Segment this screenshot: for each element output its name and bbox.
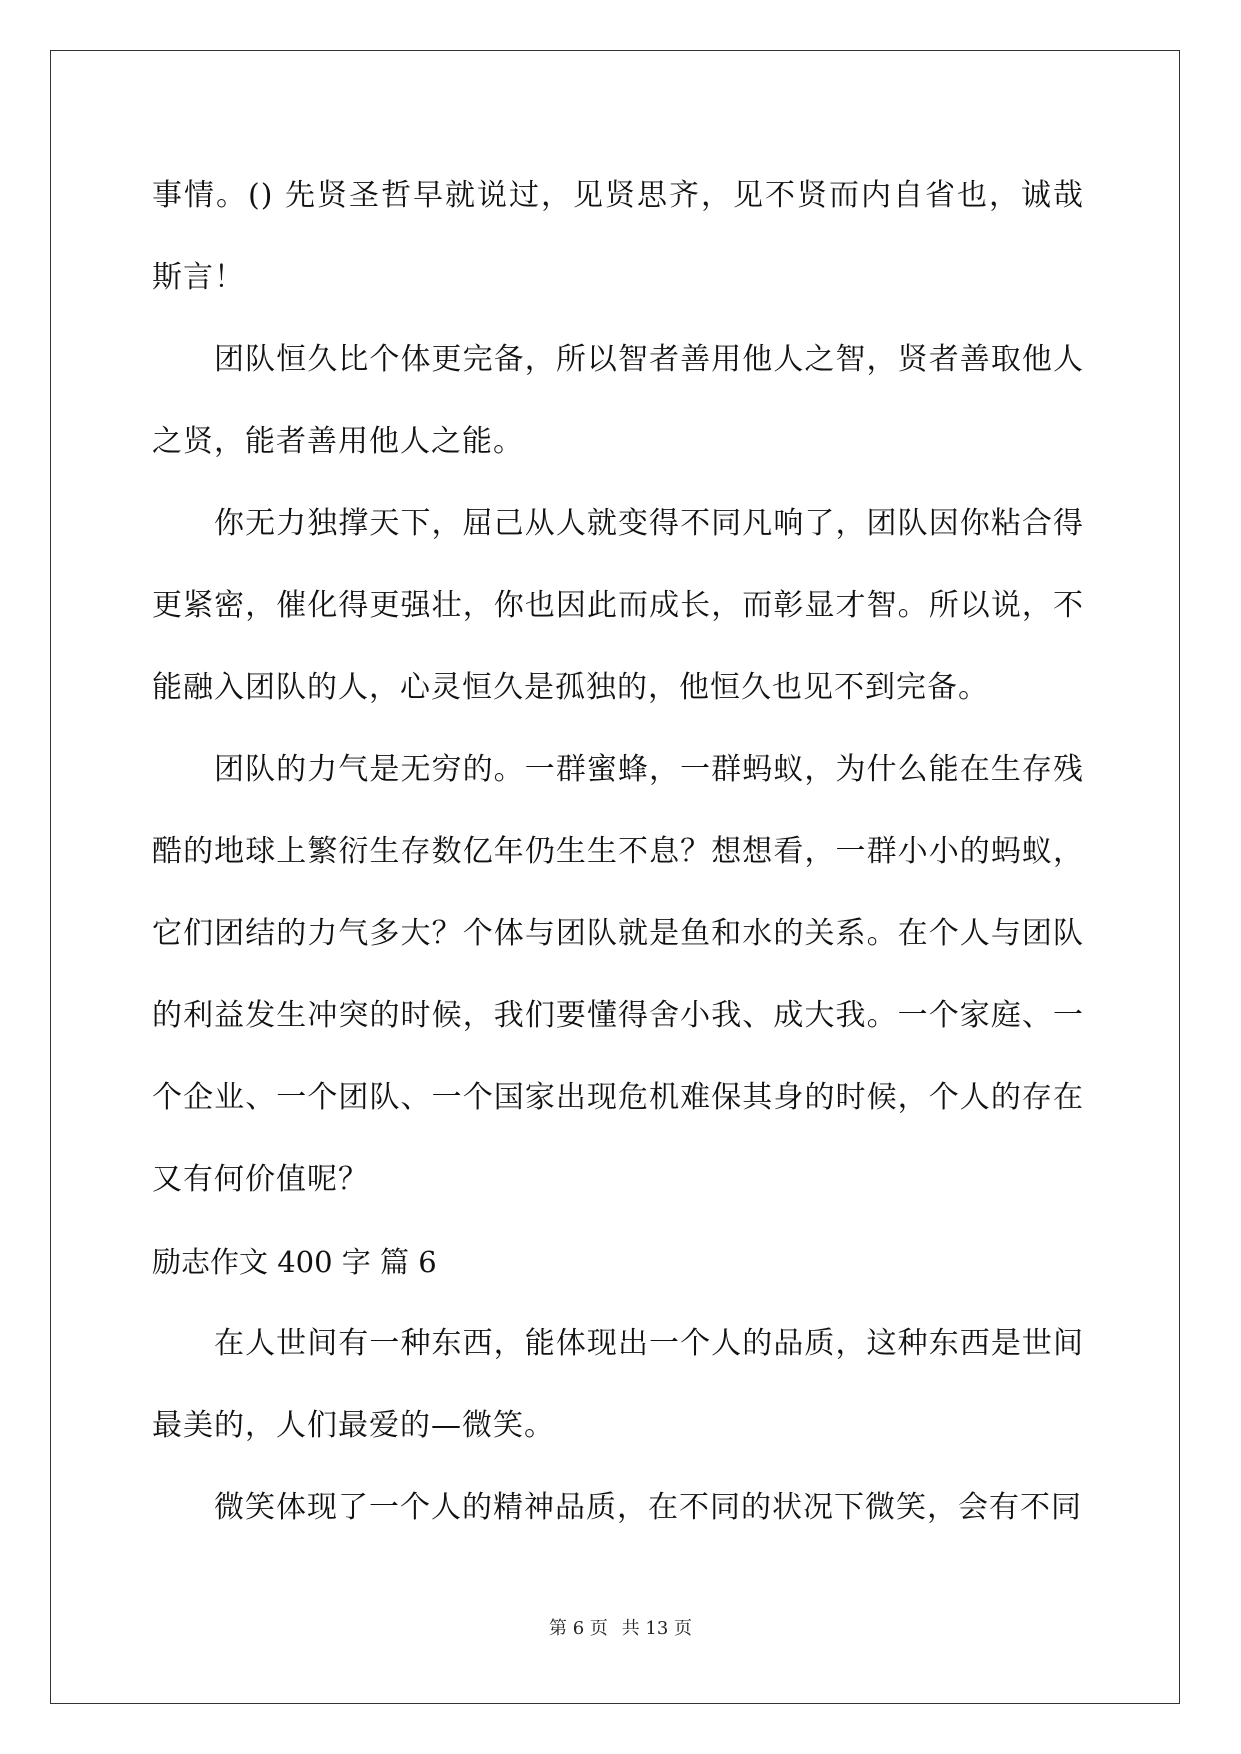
paragraph-2: 团队恒久比个体更完备，所以智者善用他人之智，贤者善取他人之贤，能者善用他人之能。 xyxy=(152,342,1084,459)
paragraph-3: 你无力独撑天下，屈己从人就变得不同凡响了，团队因你粘合得更紧密，催化得更强壮，你也因此而成长，而彰显才智。所以说，不能融入团队的人，心灵恒久是孤独的，他恒久也见不到完备。 xyxy=(152,506,1084,705)
page-number: 第 6 页 xyxy=(549,1618,608,1639)
paragraph-6: 微笑体现了一个人的精神品质，在不同的状况下微笑，会有不同 xyxy=(214,1490,1082,1525)
paragraph-1: 事情。() 先贤圣哲早就说过，见贤思齐，见不贤而内自省也，诚哉斯言！ xyxy=(152,178,1084,295)
paragraph-5: 在人世间有一种东西，能体现出一个人的品质，这种东西是世间最美的，人们最爱的—微笑。 xyxy=(152,1326,1084,1443)
document-body xyxy=(152,155,1084,1549)
page-footer xyxy=(0,1614,1241,1640)
paragraph-4: 团队的力气是无穷的。一群蜜蜂，一群蚂蚁，为什么能在生存残酷的地球上繁衍生存数亿年仍生生不息？想想看，一群小小的蚂蚁，它们团结的力气多大？个体与团队就是鱼和水的关系。在个人与团队的利益发生冲突的时候，我们要懂得舍小我、成大我。一个家庭、一个企业、一个团队、一个国家出现危机难保其身的时候，个人的存在又有何价值呢？ xyxy=(152,752,1084,1197)
section-heading: 励志作文 400 字 篇 6 xyxy=(152,1245,437,1279)
page-total: 共 13 页 xyxy=(621,1618,692,1639)
